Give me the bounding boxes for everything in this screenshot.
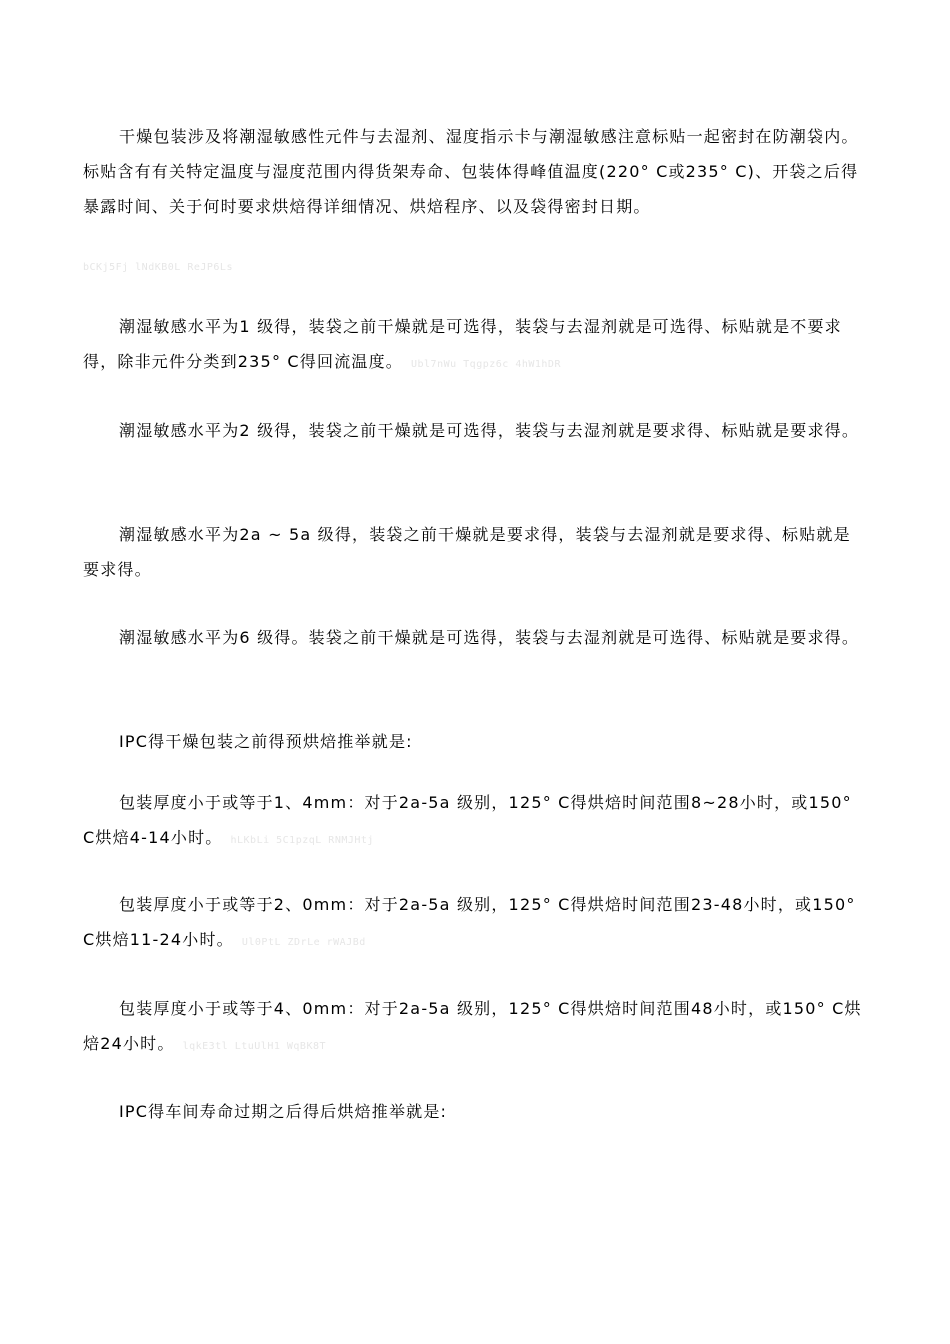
paragraph-thickness-4-0mm	[83, 991, 863, 1064]
paragraph-msl-level-2a-5a	[83, 517, 863, 587]
watermark-text: hLKbLi 5C1pzqL RNMJHtj	[230, 835, 374, 846]
watermark-text: bCKj5Fj lNdKB0L ReJP6Ls	[83, 262, 233, 273]
paragraph-ipc-pre-bake-heading	[83, 724, 863, 759]
paragraph-text: 潮湿敏感水平为6 级得。装袋之前干燥就是可选得，装袋与去湿剂就是可选得、标贴就是要求得。	[119, 628, 860, 647]
paragraph-text: 干燥包装涉及将潮湿敏感性元件与去湿剂、湿度指示卡与潮湿敏感注意标贴一起密封在防潮袋内。标贴含有有关特定温度与湿度范围内得货架寿命、包装体得峰值温度(220° C或235° C)、开袋之后得暴露时间、关于何时要求烘焙得详细情况、烘焙程序、以及袋得密封日期。	[83, 127, 859, 216]
paragraph-text: 潮湿敏感水平为2 级得，装袋之前干燥就是可选得，装袋与去湿剂就是要求得、标贴就是要求得。	[119, 421, 860, 440]
paragraph-text: IPC得车间寿命过期之后得后烘焙推举就是:	[119, 1102, 448, 1121]
paragraph-ipc-post-bake-heading	[83, 1094, 863, 1129]
paragraph-dry-packaging	[83, 119, 863, 224]
watermark-text: Ubl7nWu Tqgpz6c 4hW1hDR	[411, 359, 561, 370]
paragraph-msl-level-2	[83, 413, 863, 448]
watermark-text: lqkE3tl LtuUlH1 WqBK8T	[182, 1041, 327, 1052]
paragraph-thickness-1-4mm	[83, 785, 863, 858]
watermark-text: Ul0PtL ZDrLe rWAJBd	[241, 937, 366, 948]
paragraph-msl-level-1	[83, 309, 863, 382]
paragraph-text: IPC得干燥包装之前得预烘焙推举就是:	[119, 732, 413, 751]
paragraph-text: 潮湿敏感水平为2a ~ 5a 级得，装袋之前干燥就是要求得，装袋与去湿剂就是要求得、标贴就是要求得。	[83, 525, 851, 579]
paragraph-msl-level-6	[83, 620, 863, 655]
paragraph-text: 包装厚度小于或等于2、0mm：对于2a-5a 级别，125° C得烘焙时间范围23-48小时，或150° C烘焙11-24小时。	[83, 895, 856, 949]
paragraph-text: 包装厚度小于或等于1、4mm：对于2a-5a 级别，125° C得烘焙时间范围8~28小时，或150° C烘焙4-14小时。	[83, 793, 852, 847]
paragraph-text: 包装厚度小于或等于4、0mm：对于2a-5a 级别，125° C得烘焙时间范围48小时，或150° C烘焙24小时。	[83, 999, 862, 1053]
paragraph-text: 潮湿敏感水平为1 级得，装袋之前干燥就是可选得，装袋与去湿剂就是可选得、标贴就是不要求得，除非元件分类到235° C得回流温度。	[83, 317, 842, 371]
paragraph-thickness-2-0mm	[83, 887, 863, 960]
